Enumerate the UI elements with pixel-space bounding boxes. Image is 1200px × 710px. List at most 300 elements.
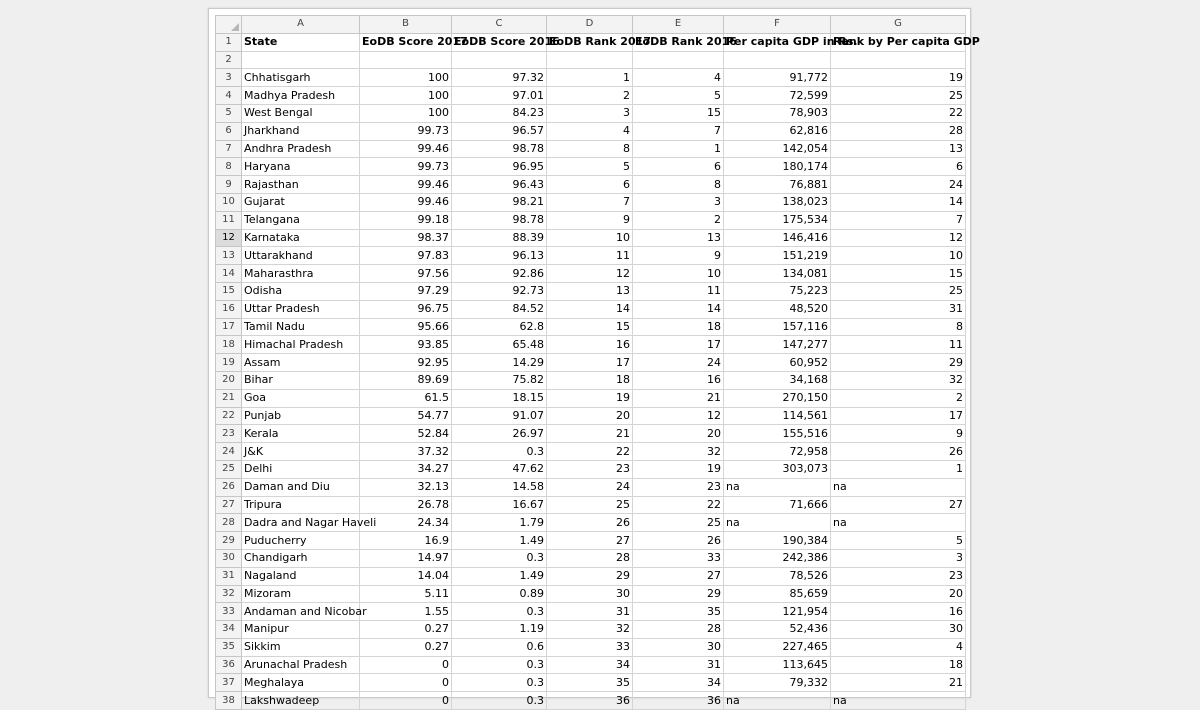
score-2017-cell[interactable]: 24.34 [360, 514, 452, 532]
score-2017-cell[interactable]: 0.27 [360, 638, 452, 656]
gdp-rank-cell[interactable]: 4 [831, 638, 966, 656]
rank-2016-cell[interactable]: 2 [633, 211, 724, 229]
score-2017-cell[interactable]: 99.46 [360, 140, 452, 158]
score-2017-cell[interactable]: 96.75 [360, 300, 452, 318]
rank-2016-cell[interactable]: 7 [633, 122, 724, 140]
score-2017-cell[interactable]: 52.84 [360, 425, 452, 443]
score-2017-cell[interactable]: 99.73 [360, 158, 452, 176]
score-2017-cell[interactable]: 98.37 [360, 229, 452, 247]
score-2016-cell[interactable]: 62.8 [452, 318, 547, 336]
score-2016-cell[interactable]: 92.86 [452, 265, 547, 283]
header-cell-gdp[interactable]: Per capita GDP in Rs. [724, 33, 831, 51]
rank-2017-cell[interactable]: 1 [547, 69, 633, 87]
rank-2017-cell[interactable]: 36 [547, 692, 633, 710]
gdp-rank-cell[interactable]: 11 [831, 336, 966, 354]
rank-2016-cell[interactable]: 1 [633, 140, 724, 158]
score-2016-cell[interactable]: 0.3 [452, 674, 547, 692]
score-2017-cell[interactable]: 0 [360, 692, 452, 710]
score-2017-cell[interactable]: 54.77 [360, 407, 452, 425]
state-cell[interactable]: Andaman and Nicobar [242, 603, 360, 621]
column-header-f[interactable]: F [724, 16, 831, 34]
score-2017-cell[interactable]: 95.66 [360, 318, 452, 336]
gdp-rank-cell[interactable]: 29 [831, 354, 966, 372]
score-2017-cell[interactable]: 89.69 [360, 371, 452, 389]
row-number[interactable]: 5 [216, 104, 242, 122]
state-cell[interactable]: West Bengal [242, 104, 360, 122]
score-2016-cell[interactable]: 96.57 [452, 122, 547, 140]
state-cell[interactable]: Delhi [242, 460, 360, 478]
gdp-rank-cell[interactable]: 16 [831, 603, 966, 621]
row-number[interactable]: 37 [216, 674, 242, 692]
row-number[interactable]: 1 [216, 33, 242, 51]
gdp-cell[interactable]: 151,219 [724, 247, 831, 265]
gdp-rank-cell[interactable]: 9 [831, 425, 966, 443]
gdp-rank-cell[interactable]: 17 [831, 407, 966, 425]
header-cell-score-2017[interactable]: EoDB Score 2017 [360, 33, 452, 51]
state-cell[interactable]: Nagaland [242, 567, 360, 585]
gdp-rank-cell[interactable]: 32 [831, 371, 966, 389]
score-2017-cell[interactable]: 61.5 [360, 389, 452, 407]
rank-2016-cell[interactable]: 31 [633, 656, 724, 674]
row-number[interactable]: 17 [216, 318, 242, 336]
state-cell[interactable]: Kerala [242, 425, 360, 443]
rank-2017-cell[interactable]: 8 [547, 140, 633, 158]
rank-2017-cell[interactable]: 32 [547, 621, 633, 639]
rank-2017-cell[interactable]: 11 [547, 247, 633, 265]
select-all-corner[interactable] [216, 16, 242, 34]
rank-2017-cell[interactable]: 10 [547, 229, 633, 247]
rank-2016-cell[interactable]: 11 [633, 282, 724, 300]
rank-2016-cell[interactable]: 17 [633, 336, 724, 354]
rank-2016-cell[interactable]: 5 [633, 87, 724, 105]
gdp-cell[interactable]: 121,954 [724, 603, 831, 621]
row-number[interactable]: 4 [216, 87, 242, 105]
gdp-rank-cell[interactable]: 7 [831, 211, 966, 229]
gdp-cell[interactable]: 155,516 [724, 425, 831, 443]
gdp-cell[interactable]: 71,666 [724, 496, 831, 514]
rank-2016-cell[interactable]: 22 [633, 496, 724, 514]
rank-2016-cell[interactable]: 21 [633, 389, 724, 407]
state-cell[interactable]: Bihar [242, 371, 360, 389]
header-cell-score-2016[interactable]: EoDB Score 2016 [452, 33, 547, 51]
gdp-cell[interactable]: 157,116 [724, 318, 831, 336]
gdp-cell[interactable]: 79,332 [724, 674, 831, 692]
rank-2016-cell[interactable]: 23 [633, 478, 724, 496]
rank-2017-cell[interactable]: 24 [547, 478, 633, 496]
score-2016-cell[interactable]: 75.82 [452, 371, 547, 389]
gdp-cell[interactable]: 72,599 [724, 87, 831, 105]
rank-2017-cell[interactable]: 28 [547, 549, 633, 567]
state-cell[interactable]: Gujarat [242, 193, 360, 211]
column-header-a[interactable]: A [242, 16, 360, 34]
gdp-rank-cell[interactable]: 28 [831, 122, 966, 140]
gdp-cell[interactable]: 227,465 [724, 638, 831, 656]
rank-2016-cell[interactable]: 16 [633, 371, 724, 389]
gdp-cell[interactable]: na [724, 692, 831, 710]
gdp-cell[interactable]: 78,526 [724, 567, 831, 585]
score-2016-cell[interactable]: 14.29 [452, 354, 547, 372]
score-2016-cell[interactable]: 97.32 [452, 69, 547, 87]
gdp-rank-cell[interactable]: 2 [831, 389, 966, 407]
rank-2016-cell[interactable]: 12 [633, 407, 724, 425]
empty-cell[interactable] [831, 51, 966, 69]
rank-2016-cell[interactable]: 13 [633, 229, 724, 247]
rank-2016-cell[interactable]: 36 [633, 692, 724, 710]
row-number[interactable]: 18 [216, 336, 242, 354]
state-cell[interactable]: Rajasthan [242, 176, 360, 194]
row-number[interactable]: 25 [216, 460, 242, 478]
row-number[interactable]: 21 [216, 389, 242, 407]
gdp-rank-cell[interactable]: 22 [831, 104, 966, 122]
score-2016-cell[interactable]: 0.6 [452, 638, 547, 656]
rank-2017-cell[interactable]: 7 [547, 193, 633, 211]
gdp-rank-cell[interactable]: 14 [831, 193, 966, 211]
state-cell[interactable]: Uttarakhand [242, 247, 360, 265]
state-cell[interactable]: Karnataka [242, 229, 360, 247]
rank-2016-cell[interactable]: 8 [633, 176, 724, 194]
rank-2017-cell[interactable]: 35 [547, 674, 633, 692]
row-number[interactable]: 11 [216, 211, 242, 229]
gdp-cell[interactable]: 75,223 [724, 282, 831, 300]
rank-2016-cell[interactable]: 4 [633, 69, 724, 87]
row-number[interactable]: 13 [216, 247, 242, 265]
state-cell[interactable]: Tripura [242, 496, 360, 514]
empty-cell[interactable] [452, 51, 547, 69]
rank-2016-cell[interactable]: 26 [633, 532, 724, 550]
rank-2017-cell[interactable]: 30 [547, 585, 633, 603]
gdp-rank-cell[interactable]: 12 [831, 229, 966, 247]
gdp-cell[interactable]: 52,436 [724, 621, 831, 639]
rank-2017-cell[interactable]: 29 [547, 567, 633, 585]
gdp-cell[interactable]: 146,416 [724, 229, 831, 247]
rank-2017-cell[interactable]: 26 [547, 514, 633, 532]
score-2016-cell[interactable]: 88.39 [452, 229, 547, 247]
score-2017-cell[interactable]: 97.56 [360, 265, 452, 283]
score-2016-cell[interactable]: 0.3 [452, 656, 547, 674]
gdp-cell[interactable]: na [724, 478, 831, 496]
gdp-cell[interactable]: 72,958 [724, 443, 831, 461]
row-number[interactable]: 26 [216, 478, 242, 496]
gdp-rank-cell[interactable]: 31 [831, 300, 966, 318]
state-cell[interactable]: Goa [242, 389, 360, 407]
score-2017-cell[interactable]: 14.97 [360, 549, 452, 567]
state-cell[interactable]: Himachal Pradesh [242, 336, 360, 354]
rank-2016-cell[interactable]: 6 [633, 158, 724, 176]
row-number[interactable]: 23 [216, 425, 242, 443]
row-number[interactable]: 12 [216, 229, 242, 247]
gdp-rank-cell[interactable]: 10 [831, 247, 966, 265]
score-2017-cell[interactable]: 32.13 [360, 478, 452, 496]
score-2017-cell[interactable]: 1.55 [360, 603, 452, 621]
score-2016-cell[interactable]: 92.73 [452, 282, 547, 300]
row-number[interactable]: 15 [216, 282, 242, 300]
score-2017-cell[interactable]: 99.46 [360, 176, 452, 194]
row-number[interactable]: 35 [216, 638, 242, 656]
gdp-rank-cell[interactable]: 19 [831, 69, 966, 87]
state-cell[interactable]: Punjab [242, 407, 360, 425]
rank-2017-cell[interactable]: 13 [547, 282, 633, 300]
rank-2017-cell[interactable]: 3 [547, 104, 633, 122]
gdp-rank-cell[interactable]: 18 [831, 656, 966, 674]
rank-2017-cell[interactable]: 9 [547, 211, 633, 229]
rank-2016-cell[interactable]: 3 [633, 193, 724, 211]
score-2017-cell[interactable]: 5.11 [360, 585, 452, 603]
gdp-cell[interactable]: 114,561 [724, 407, 831, 425]
row-number[interactable]: 19 [216, 354, 242, 372]
score-2017-cell[interactable]: 97.83 [360, 247, 452, 265]
gdp-rank-cell[interactable]: 23 [831, 567, 966, 585]
header-cell-rank-2016[interactable]: EoDB Rank 2016 [633, 33, 724, 51]
gdp-cell[interactable]: na [724, 514, 831, 532]
rank-2016-cell[interactable]: 14 [633, 300, 724, 318]
rank-2017-cell[interactable]: 21 [547, 425, 633, 443]
empty-cell[interactable] [724, 51, 831, 69]
rank-2016-cell[interactable]: 18 [633, 318, 724, 336]
rank-2016-cell[interactable]: 25 [633, 514, 724, 532]
state-cell[interactable]: Haryana [242, 158, 360, 176]
gdp-rank-cell[interactable]: 25 [831, 282, 966, 300]
gdp-cell[interactable]: 48,520 [724, 300, 831, 318]
gdp-cell[interactable]: 134,081 [724, 265, 831, 283]
state-cell[interactable]: Daman and Diu [242, 478, 360, 496]
gdp-rank-cell[interactable]: na [831, 514, 966, 532]
score-2016-cell[interactable]: 0.3 [452, 692, 547, 710]
gdp-cell[interactable]: 303,073 [724, 460, 831, 478]
empty-cell[interactable] [360, 51, 452, 69]
row-number[interactable]: 2 [216, 51, 242, 69]
row-number[interactable]: 29 [216, 532, 242, 550]
score-2016-cell[interactable]: 91.07 [452, 407, 547, 425]
rank-2016-cell[interactable]: 28 [633, 621, 724, 639]
column-header-e[interactable]: E [633, 16, 724, 34]
score-2017-cell[interactable]: 99.73 [360, 122, 452, 140]
rank-2016-cell[interactable]: 34 [633, 674, 724, 692]
gdp-rank-cell[interactable]: 25 [831, 87, 966, 105]
rank-2016-cell[interactable]: 9 [633, 247, 724, 265]
rank-2017-cell[interactable]: 23 [547, 460, 633, 478]
score-2017-cell[interactable]: 14.04 [360, 567, 452, 585]
score-2016-cell[interactable]: 14.58 [452, 478, 547, 496]
gdp-rank-cell[interactable]: 20 [831, 585, 966, 603]
gdp-cell[interactable]: 190,384 [724, 532, 831, 550]
state-cell[interactable]: Odisha [242, 282, 360, 300]
gdp-cell[interactable]: 147,277 [724, 336, 831, 354]
gdp-rank-cell[interactable]: na [831, 478, 966, 496]
row-number[interactable]: 7 [216, 140, 242, 158]
score-2016-cell[interactable]: 96.13 [452, 247, 547, 265]
row-number[interactable]: 9 [216, 176, 242, 194]
state-cell[interactable]: Puducherry [242, 532, 360, 550]
rank-2017-cell[interactable]: 4 [547, 122, 633, 140]
state-cell[interactable]: Madhya Pradesh [242, 87, 360, 105]
state-cell[interactable]: Chhatisgarh [242, 69, 360, 87]
state-cell[interactable]: Meghalaya [242, 674, 360, 692]
column-header-g[interactable]: G [831, 16, 966, 34]
score-2016-cell[interactable]: 98.78 [452, 140, 547, 158]
state-cell[interactable]: J&K [242, 443, 360, 461]
rank-2017-cell[interactable]: 15 [547, 318, 633, 336]
state-cell[interactable]: Tamil Nadu [242, 318, 360, 336]
rank-2016-cell[interactable]: 10 [633, 265, 724, 283]
score-2017-cell[interactable]: 37.32 [360, 443, 452, 461]
score-2016-cell[interactable]: 96.95 [452, 158, 547, 176]
empty-cell[interactable] [633, 51, 724, 69]
state-cell[interactable]: Andhra Pradesh [242, 140, 360, 158]
score-2017-cell[interactable]: 99.46 [360, 193, 452, 211]
rank-2017-cell[interactable]: 20 [547, 407, 633, 425]
score-2016-cell[interactable]: 0.3 [452, 603, 547, 621]
gdp-cell[interactable]: 60,952 [724, 354, 831, 372]
gdp-cell[interactable]: 138,023 [724, 193, 831, 211]
score-2017-cell[interactable]: 99.18 [360, 211, 452, 229]
score-2017-cell[interactable]: 0.27 [360, 621, 452, 639]
rank-2017-cell[interactable]: 18 [547, 371, 633, 389]
rank-2016-cell[interactable]: 30 [633, 638, 724, 656]
state-cell[interactable]: Arunachal Pradesh [242, 656, 360, 674]
column-header-b[interactable]: B [360, 16, 452, 34]
rank-2016-cell[interactable]: 15 [633, 104, 724, 122]
score-2016-cell[interactable]: 1.49 [452, 532, 547, 550]
score-2016-cell[interactable]: 0.3 [452, 443, 547, 461]
gdp-cell[interactable]: 62,816 [724, 122, 831, 140]
score-2016-cell[interactable]: 26.97 [452, 425, 547, 443]
rank-2016-cell[interactable]: 19 [633, 460, 724, 478]
score-2017-cell[interactable]: 16.9 [360, 532, 452, 550]
gdp-rank-cell[interactable]: 30 [831, 621, 966, 639]
row-number[interactable]: 30 [216, 549, 242, 567]
state-cell[interactable]: Chandigarh [242, 549, 360, 567]
score-2017-cell[interactable]: 92.95 [360, 354, 452, 372]
rank-2017-cell[interactable]: 25 [547, 496, 633, 514]
empty-cell[interactable] [547, 51, 633, 69]
gdp-rank-cell[interactable]: 21 [831, 674, 966, 692]
gdp-cell[interactable]: 142,054 [724, 140, 831, 158]
gdp-rank-cell[interactable]: 24 [831, 176, 966, 194]
rank-2016-cell[interactable]: 24 [633, 354, 724, 372]
row-number[interactable]: 6 [216, 122, 242, 140]
row-number[interactable]: 34 [216, 621, 242, 639]
rank-2017-cell[interactable]: 17 [547, 354, 633, 372]
rank-2017-cell[interactable]: 14 [547, 300, 633, 318]
state-cell[interactable]: Dadra and Nagar Haveli [242, 514, 360, 532]
gdp-cell[interactable]: 270,150 [724, 389, 831, 407]
rank-2017-cell[interactable]: 5 [547, 158, 633, 176]
rank-2017-cell[interactable]: 27 [547, 532, 633, 550]
state-cell[interactable]: Telangana [242, 211, 360, 229]
row-number[interactable]: 24 [216, 443, 242, 461]
score-2017-cell[interactable]: 100 [360, 87, 452, 105]
score-2017-cell[interactable]: 26.78 [360, 496, 452, 514]
score-2016-cell[interactable]: 1.49 [452, 567, 547, 585]
row-number[interactable]: 31 [216, 567, 242, 585]
row-number[interactable]: 10 [216, 193, 242, 211]
score-2016-cell[interactable]: 1.19 [452, 621, 547, 639]
score-2017-cell[interactable]: 100 [360, 69, 452, 87]
score-2016-cell[interactable]: 0.3 [452, 549, 547, 567]
row-number[interactable]: 28 [216, 514, 242, 532]
score-2016-cell[interactable]: 16.67 [452, 496, 547, 514]
gdp-rank-cell[interactable]: na [831, 692, 966, 710]
rank-2017-cell[interactable]: 6 [547, 176, 633, 194]
gdp-rank-cell[interactable]: 15 [831, 265, 966, 283]
column-header-d[interactable]: D [547, 16, 633, 34]
rank-2016-cell[interactable]: 32 [633, 443, 724, 461]
gdp-rank-cell[interactable]: 13 [831, 140, 966, 158]
state-cell[interactable]: Jharkhand [242, 122, 360, 140]
gdp-rank-cell[interactable]: 6 [831, 158, 966, 176]
gdp-cell[interactable]: 113,645 [724, 656, 831, 674]
row-number[interactable]: 8 [216, 158, 242, 176]
row-number[interactable]: 3 [216, 69, 242, 87]
state-cell[interactable]: Mizoram [242, 585, 360, 603]
score-2017-cell[interactable]: 97.29 [360, 282, 452, 300]
header-cell-state[interactable]: State [242, 33, 360, 51]
row-number[interactable]: 22 [216, 407, 242, 425]
gdp-rank-cell[interactable]: 5 [831, 532, 966, 550]
gdp-cell[interactable]: 76,881 [724, 176, 831, 194]
score-2016-cell[interactable]: 84.23 [452, 104, 547, 122]
state-cell[interactable]: Uttar Pradesh [242, 300, 360, 318]
row-number[interactable]: 32 [216, 585, 242, 603]
rank-2016-cell[interactable]: 20 [633, 425, 724, 443]
gdp-cell[interactable]: 85,659 [724, 585, 831, 603]
score-2016-cell[interactable]: 0.89 [452, 585, 547, 603]
score-2016-cell[interactable]: 98.78 [452, 211, 547, 229]
score-2016-cell[interactable]: 65.48 [452, 336, 547, 354]
row-number[interactable]: 20 [216, 371, 242, 389]
score-2016-cell[interactable]: 98.21 [452, 193, 547, 211]
score-2017-cell[interactable]: 34.27 [360, 460, 452, 478]
rank-2017-cell[interactable]: 16 [547, 336, 633, 354]
rank-2017-cell[interactable]: 33 [547, 638, 633, 656]
gdp-cell[interactable]: 34,168 [724, 371, 831, 389]
score-2017-cell[interactable]: 100 [360, 104, 452, 122]
score-2016-cell[interactable]: 84.52 [452, 300, 547, 318]
row-number[interactable]: 38 [216, 692, 242, 710]
row-number[interactable]: 33 [216, 603, 242, 621]
score-2016-cell[interactable]: 97.01 [452, 87, 547, 105]
score-2016-cell[interactable]: 96.43 [452, 176, 547, 194]
gdp-rank-cell[interactable]: 26 [831, 443, 966, 461]
rank-2017-cell[interactable]: 19 [547, 389, 633, 407]
gdp-cell[interactable]: 242,386 [724, 549, 831, 567]
header-cell-rank-2017[interactable]: EoDB Rank 2017 [547, 33, 633, 51]
gdp-cell[interactable]: 78,903 [724, 104, 831, 122]
gdp-cell[interactable]: 91,772 [724, 69, 831, 87]
score-2017-cell[interactable]: 0 [360, 674, 452, 692]
rank-2016-cell[interactable]: 27 [633, 567, 724, 585]
state-cell[interactable]: Assam [242, 354, 360, 372]
state-cell[interactable]: Maharasthra [242, 265, 360, 283]
score-2017-cell[interactable]: 93.85 [360, 336, 452, 354]
gdp-rank-cell[interactable]: 1 [831, 460, 966, 478]
gdp-cell[interactable]: 175,534 [724, 211, 831, 229]
rank-2017-cell[interactable]: 34 [547, 656, 633, 674]
gdp-cell[interactable]: 180,174 [724, 158, 831, 176]
score-2016-cell[interactable]: 1.79 [452, 514, 547, 532]
header-cell-gdp-rank[interactable]: Rank by Per capita GDP [831, 33, 966, 51]
rank-2016-cell[interactable]: 33 [633, 549, 724, 567]
empty-cell[interactable] [242, 51, 360, 69]
gdp-rank-cell[interactable]: 3 [831, 549, 966, 567]
state-cell[interactable]: Sikkim [242, 638, 360, 656]
rank-2017-cell[interactable]: 31 [547, 603, 633, 621]
gdp-rank-cell[interactable]: 8 [831, 318, 966, 336]
rank-2016-cell[interactable]: 29 [633, 585, 724, 603]
row-number[interactable]: 27 [216, 496, 242, 514]
rank-2016-cell[interactable]: 35 [633, 603, 724, 621]
gdp-rank-cell[interactable]: 27 [831, 496, 966, 514]
